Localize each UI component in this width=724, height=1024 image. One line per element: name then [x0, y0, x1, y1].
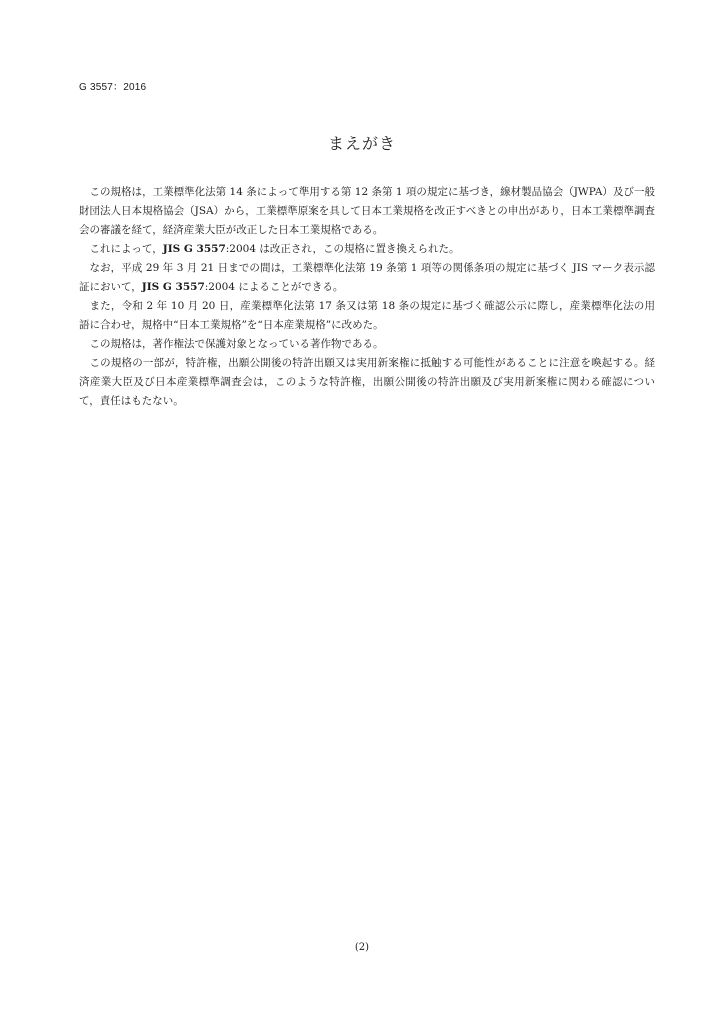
paragraph-text: なお，平成 29 年 3 月 21 日までの間は，工業標準化法第 19 条第 1 項等の関係条項の規定に基づく JIS マーク表示認証において， — [79, 262, 655, 293]
paragraph-text: これによって， — [89, 243, 163, 255]
paragraph-text: :2004 は改正され，この規格に置き換えられた。 — [225, 243, 460, 255]
paragraph — [79, 240, 655, 259]
paragraph-text: :2004 によることができる。 — [204, 281, 344, 293]
standard-reference: JIS G 3557 — [141, 281, 205, 293]
paragraph — [79, 354, 655, 411]
page-number: (2) — [354, 942, 370, 953]
paragraph — [79, 297, 655, 335]
paragraph-text: この規格は，著作権法で保護対象となっている著作物である。 — [89, 338, 384, 350]
paragraph-text: また，令和 2 年 10 月 20 日，産業標準化法第 17 条又は第 18 条の規定に基づく確認公示に際し，産業標準化法の用語に合わせ，規格中“日本工業規格”を“日本産業規格”に改めた。 — [79, 300, 655, 331]
section-title: まえがき — [327, 134, 396, 153]
standard-reference: JIS G 3557 — [162, 243, 226, 255]
paragraph-text: この規格は，工業標準化法第 14 条によって準用する第 12 条第 1 項の規定に基づき，線材製品協会（JWPA）及び一般財団法人日本規格協会（JSA）から，工業標準原案を具して日本工業規格を改正すべきとの申出があり，日本工業標準調査会の審議を経て，経済産業大臣が改正した日本工業規格である。 — [79, 186, 655, 236]
paragraph — [79, 259, 655, 297]
paragraph-text: この規格の一部が，特許権，出願公開後の特許出願又は実用新案権に抵触する可能性があることに注意を喚起する。経済産業大臣及び日本産業標準調査会は，このような特許権，出願公開後の特許出願及び実用新案権に関わる確認について，責任はもたない。 — [79, 357, 655, 407]
paragraph — [79, 183, 655, 240]
paragraph — [79, 335, 655, 354]
document-id: G 3557：2016 — [79, 82, 147, 93]
foreword-body — [79, 183, 655, 411]
